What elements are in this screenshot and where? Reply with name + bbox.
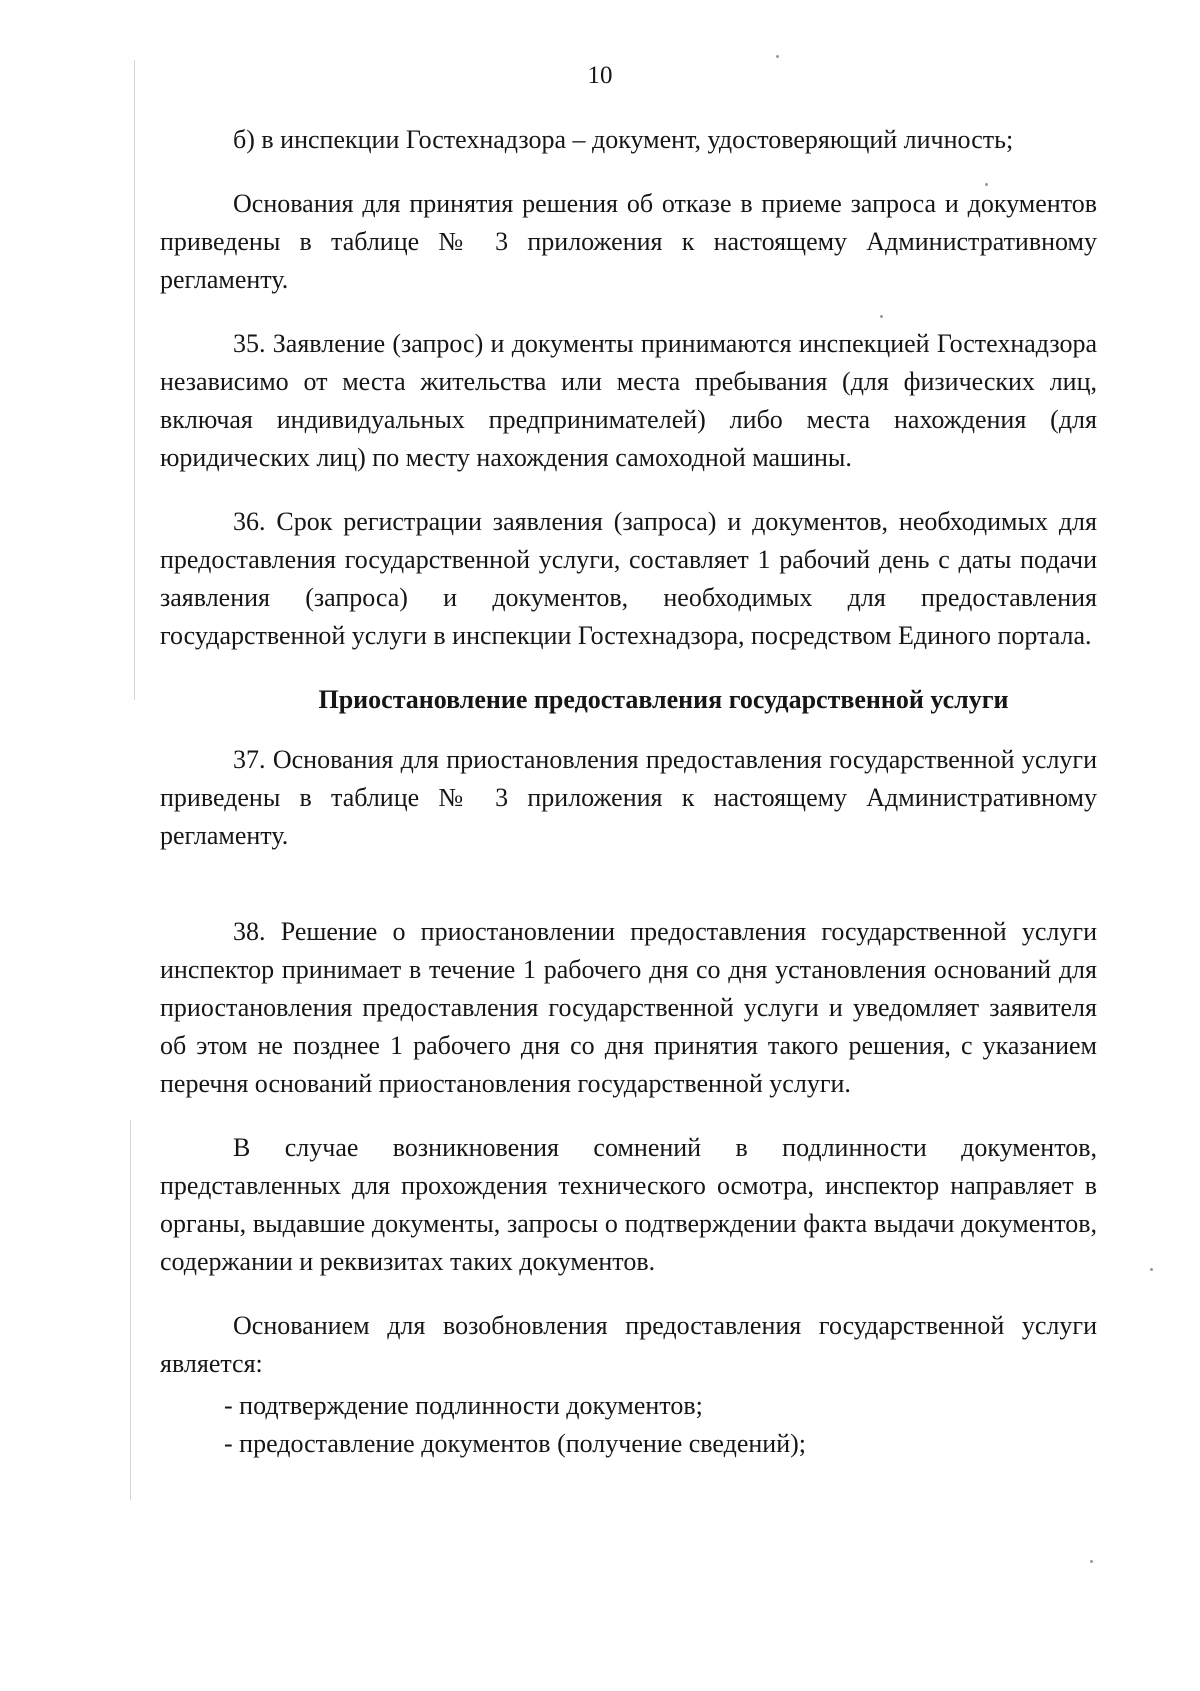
- scan-speck: [1090, 1560, 1093, 1563]
- scan-margin-line: [130, 1120, 131, 1500]
- paragraph-37: 37. Основания для приостановления предоставления государственной услуги приведены в таблице № 3 приложения к настоящему Административному регламенту.: [160, 745, 1097, 850]
- paragraph-refusal-grounds: Основания для принятия решения об отказе в приеме запроса и документов приведены в таблице № 3 приложения к настоящему Административному регламенту.: [160, 189, 1097, 294]
- scan-speck: [776, 55, 779, 58]
- scan-margin-line: [134, 60, 135, 700]
- list-item: - подтверждение подлинности документов;: [224, 1391, 703, 1420]
- paragraph-38: 38. Решение о приостановлении предоставления государственной услуги инспектор принимает в течение 1 рабочего дня со дня установления оснований для приостановления предоставления государственной услуги и уведомляет заявителя об этом не позднее 1 рабочего дня со дня принятия такого решения, с указанием перечня оснований приостановления государственной услуги.: [160, 917, 1097, 1098]
- paragraph-35: 35. Заявление (запрос) и документы принимаются инспекцией Гостехнадзора независимо от места жительства или места пребывания (для физических лиц, включая индивидуальных предпринимателей) либо места нахождения (для юридических лиц) по месту нахождения самоходной машины.: [160, 329, 1097, 472]
- document-body: [160, 121, 1097, 1463]
- paragraph-36: 36. Срок регистрации заявления (запроса) и документов, необходимых для предоставления государственной услуги, составляет 1 рабочий день с даты подачи заявления (запроса) и документов, необходимых для предоставления государственной услуги в инспекции Гостехнадзора, посредством Единого портала.: [160, 507, 1097, 650]
- section-heading: Приостановление предоставления государственной услуги: [318, 685, 1009, 714]
- scan-speck: [1150, 1268, 1153, 1271]
- page-number: 10: [587, 62, 613, 89]
- paragraph-resume-grounds: Основанием для возобновления предоставления государственной услуги является:: [160, 1311, 1097, 1378]
- paragraph-doubt: В случае возникновения сомнений в подлинности документов, представленных для прохождения технического осмотра, инспектор направляет в органы, выдавшие документы, запросы о подтверждении факта выдачи документов, содержании и реквизитах таких документов.: [160, 1133, 1097, 1276]
- paragraph-item-b: б) в инспекции Гостехнадзора – документ, удостоверяющий личность;: [233, 125, 1014, 154]
- list-item: - предоставление документов (получение сведений);: [224, 1429, 807, 1458]
